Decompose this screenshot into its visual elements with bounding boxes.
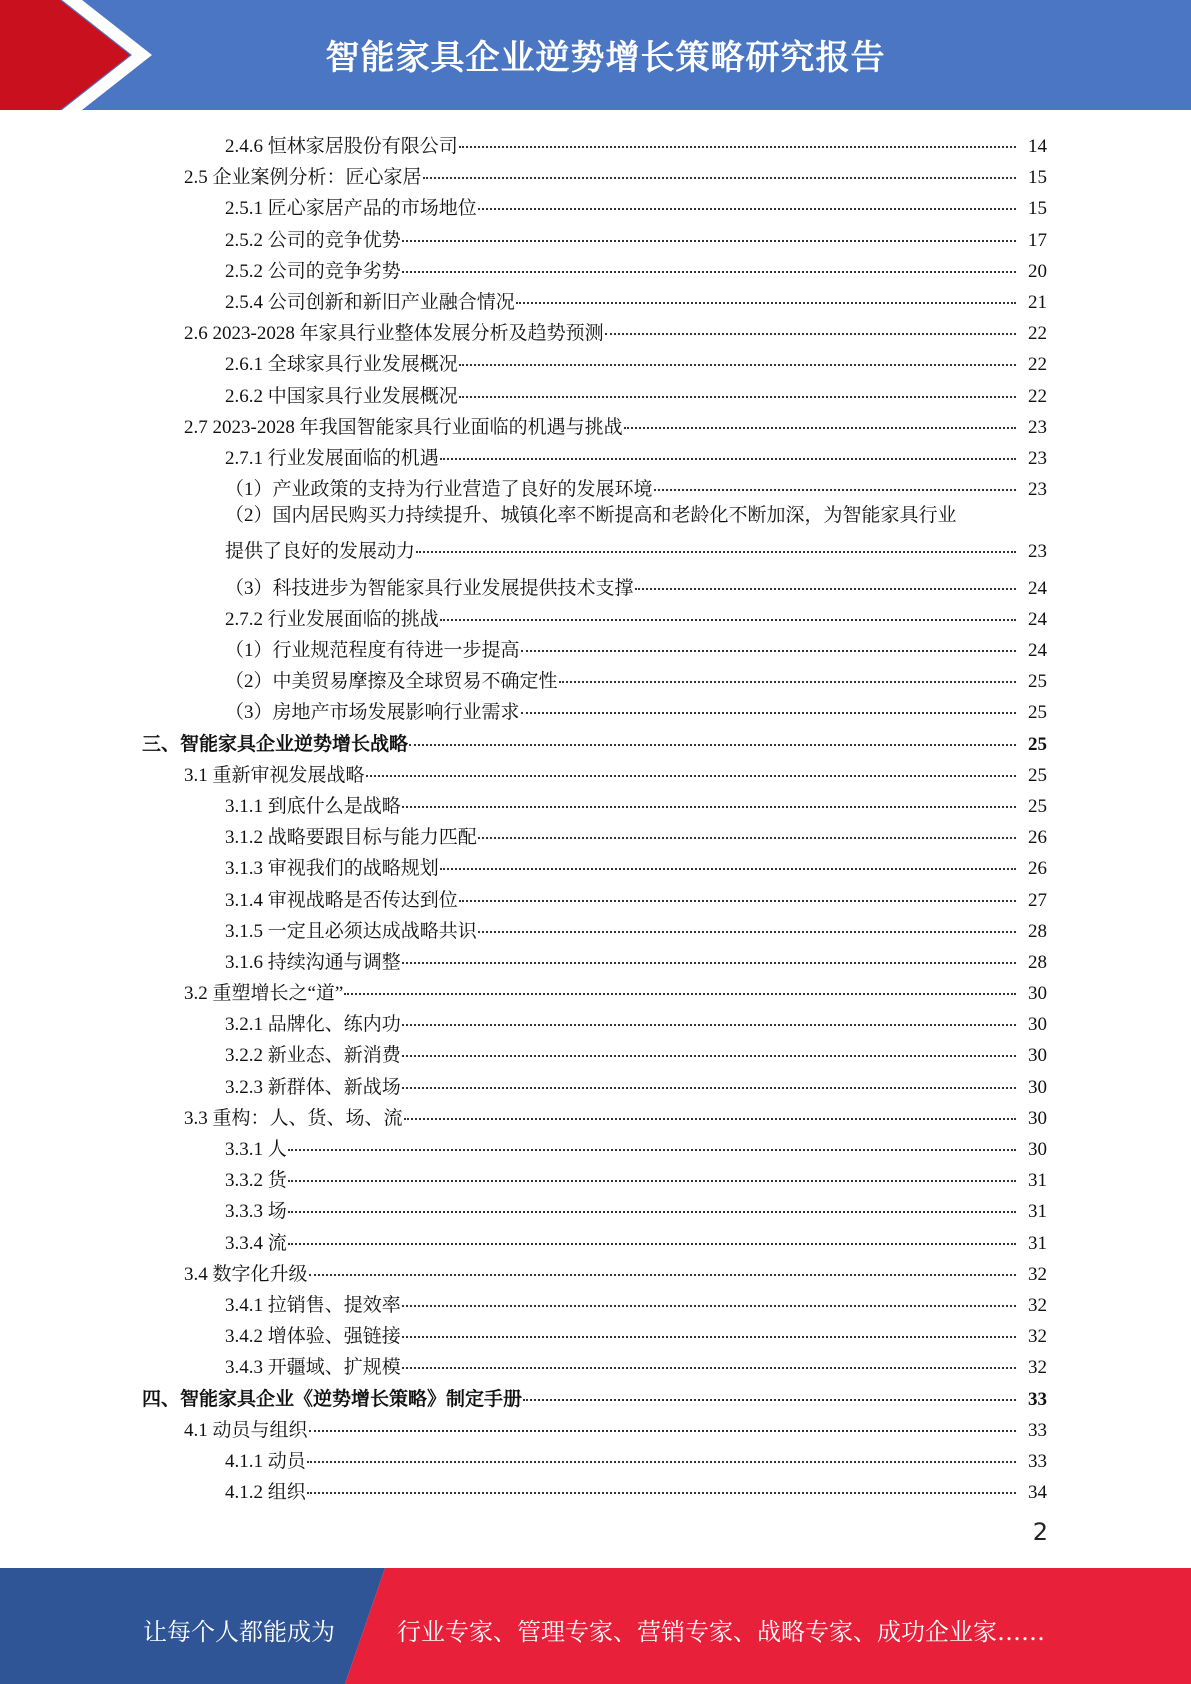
toc-dot-leader [309, 1250, 1016, 1276]
toc-page-number: 31 [1028, 1201, 1047, 1223]
toc-page-number: 28 [1028, 951, 1047, 973]
toc-entry-text: 4.1.1 动员 [225, 1450, 306, 1472]
toc-entry-text: 2.7 2023-2028 年我国智能家具行业面临的机遇与挑战 [184, 416, 623, 438]
toc-dot-leader [344, 969, 1016, 995]
toc-entry-text: 4.1.2 组织 [225, 1482, 306, 1504]
toc-entry-text: 2.5.1 匠心家居产品的市场地位 [225, 198, 477, 220]
toc-page-number: 30 [1028, 1139, 1047, 1161]
toc-entry-text: 2.7.1 行业发展面临的机遇 [225, 447, 439, 469]
toc-dot-leader [416, 527, 1016, 553]
toc-page-number: 25 [1028, 733, 1047, 755]
toc-entry-text: （2）国内居民购买力持续提升、城镇化率不断提高和老龄化不断加深，为智能家具行业 [225, 505, 957, 527]
toc-dot-leader [307, 1437, 1016, 1463]
toc-page-number: 32 [1028, 1357, 1047, 1379]
toc-entry-text: （3）科技进步为智能家具行业发展提供技术支撑 [225, 577, 634, 599]
toc-entry-text: （1）产业政策的支持为行业营造了良好的发展环境 [225, 479, 653, 501]
toc-page-number: 24 [1028, 608, 1047, 630]
toc-dot-leader [288, 1219, 1016, 1245]
toc-page-number: 21 [1028, 291, 1047, 313]
toc-page-number: 22 [1028, 385, 1047, 407]
toc-dot-leader [459, 122, 1016, 148]
toc-dot-leader [402, 1312, 1016, 1338]
toc-dot-leader [459, 876, 1016, 902]
page-footer [0, 1568, 1191, 1684]
toc-dot-leader [366, 751, 1016, 777]
toc-page-number: 33 [1028, 1450, 1047, 1472]
toc-dot-leader [624, 403, 1016, 429]
toc-page-number: 30 [1028, 1014, 1047, 1036]
toc-page-number: 15 [1028, 167, 1047, 189]
report-title: 智能家具企业逆势增长策略研究报告 [325, 38, 886, 78]
toc-entry-text: 2.6.2 中国家具行业发展概况 [225, 385, 458, 407]
toc-page-number: 30 [1028, 983, 1047, 1005]
toc-entry-text: 3.3.1 人 [225, 1139, 287, 1161]
toc-entry-text: 2.7.2 行业发展面临的挑战 [225, 608, 439, 630]
toc-entry-text: 3.4 数字化升级 [184, 1263, 308, 1285]
toc-dot-leader [521, 688, 1016, 714]
toc-dot-leader [559, 657, 1016, 683]
toc-entry-text: 3.1.5 一定且必须达成战略共识 [225, 920, 477, 942]
toc-page-number: 23 [1028, 447, 1047, 469]
toc-dot-leader [288, 1156, 1016, 1182]
toc-dot-leader [516, 278, 1016, 304]
toc-dot-leader [402, 1063, 1016, 1089]
toc-entry-text: （2）中美贸易摩擦及全球贸易不确定性 [225, 671, 558, 693]
toc-dot-leader [478, 184, 1016, 210]
toc-entry-text: 3.2.1 品牌化、练内功 [225, 1014, 401, 1036]
toc-entry-text: 3.4.2 增体验、强链接 [225, 1326, 401, 1348]
toc-entry-text: 3.3.2 货 [225, 1170, 287, 1192]
toc-entry-text: （1）行业规范程度有待进一步提高 [225, 640, 520, 662]
toc-entry-text: 3.1.6 持续沟通与调整 [225, 951, 401, 973]
toc-dot-leader [402, 938, 1016, 964]
toc-dot-leader [309, 1406, 1016, 1432]
toc-page-number: 14 [1028, 136, 1047, 157]
toc-page-number: 17 [1028, 229, 1047, 251]
toc-page-number: 25 [1028, 702, 1047, 724]
toc-page-number: 24 [1028, 640, 1047, 662]
toc-page-number: 22 [1028, 323, 1047, 345]
toc-entry-text: 4.1 动员与组织 [184, 1419, 308, 1441]
toc-entry-text: 四、智能家具企业《逆势增长策略》制定手册 [142, 1388, 523, 1410]
toc-dot-leader [409, 720, 1016, 746]
footer-tagline: 行业专家、管理专家、营销专家、战略专家、成功企业家…… [397, 1618, 1045, 1646]
toc-dot-leader [423, 153, 1016, 179]
toc-entry-text: 2.5.2 公司的竞争优势 [225, 229, 401, 251]
toc-page-number: 24 [1028, 577, 1047, 599]
toc-entry-text: 3.4.3 开疆域、扩规模 [225, 1357, 401, 1379]
toc-entry-text: 2.6 2023-2028 年家具行业整体发展分析及趋势预测 [184, 323, 604, 345]
toc-dot-leader [440, 434, 1016, 460]
toc-entry-text: 3.1 重新审视发展战略 [184, 764, 365, 786]
toc-page-number: 33 [1028, 1388, 1047, 1410]
toc-dot-leader [440, 595, 1016, 621]
toc-entry-text: 3.2 重塑增长之“道” [184, 983, 344, 1005]
toc-dot-leader [402, 247, 1016, 273]
toc-entry-text: 2.5.2 公司的竞争劣势 [225, 260, 401, 282]
toc-dot-leader [402, 782, 1016, 808]
toc-entry-text: 2.6.1 全球家具行业发展概况 [225, 354, 458, 376]
toc-dot-leader [402, 216, 1016, 242]
toc-dot-leader [402, 1000, 1016, 1026]
toc-dot-leader [654, 465, 1016, 491]
toc-page-number: 30 [1028, 1107, 1047, 1129]
toc-dot-leader [521, 626, 1016, 652]
toc-entry-text: （3）房地产市场发展影响行业需求 [225, 702, 520, 724]
toc-page-number: 27 [1028, 889, 1047, 911]
toc-dot-leader [459, 372, 1016, 398]
toc-page-number: 28 [1028, 920, 1047, 942]
toc-page-number: 25 [1028, 671, 1047, 693]
page-number: 2 [1032, 1518, 1048, 1546]
toc-page-number: 23 [1028, 541, 1047, 563]
toc-dot-leader [635, 564, 1016, 590]
toc-entry-text: 3.2.3 新群体、新战场 [225, 1076, 401, 1098]
toc-page-number: 23 [1028, 479, 1047, 501]
toc-page-number: 23 [1028, 416, 1047, 438]
toc-dot-leader [402, 1281, 1016, 1307]
toc-dot-leader [459, 340, 1016, 366]
toc-entry-text: 3.2.2 新业态、新消费 [225, 1045, 401, 1067]
toc-entry[interactable] [0, 1472, 1191, 1503]
toc-entry-text: 3.1.1 到底什么是战略 [225, 795, 401, 817]
toc-entry-text: 3.4.1 拉销售、提效率 [225, 1294, 401, 1316]
toc-page-number: 33 [1028, 1419, 1047, 1441]
toc-page-number: 26 [1028, 858, 1047, 880]
toc-dot-leader [402, 1343, 1016, 1369]
toc-page-number: 26 [1028, 827, 1047, 849]
toc-page-number: 32 [1028, 1294, 1047, 1316]
toc-entry[interactable] [0, 469, 1191, 500]
toc-dot-leader [523, 1375, 1016, 1401]
toc-page-number: 20 [1028, 260, 1047, 282]
table-of-contents [0, 126, 1191, 1503]
toc-entry-text: 三、智能家具企业逆势增长战略 [142, 733, 409, 755]
toc-dot-leader [478, 813, 1016, 839]
toc-entry[interactable] [0, 500, 1191, 567]
toc-page-number: 34 [1028, 1482, 1047, 1504]
toc-page-number: 25 [1028, 795, 1047, 817]
toc-page-number: 32 [1028, 1263, 1047, 1285]
toc-dot-leader [307, 1468, 1016, 1494]
toc-entry-text: 3.1.3 审视我们的战略规划 [225, 858, 439, 880]
toc-dot-leader [605, 309, 1016, 335]
toc-entry-text: 3.3 重构：人、货、场、流 [184, 1107, 403, 1129]
footer-slogan: 让每个人都能成为 [143, 1618, 335, 1646]
toc-entry-text: 2.5 企业案例分析：匠心家居 [184, 167, 422, 189]
toc-entry-text: 3.3.4 流 [225, 1232, 287, 1254]
toc-dot-leader [440, 844, 1016, 870]
toc-entry-text: 2.4.6 恒林家居股份有限公司 [225, 136, 458, 157]
toc-page-number: 30 [1028, 1045, 1047, 1067]
toc-entry-text: 3.1.4 审视战略是否传达到位 [225, 889, 458, 911]
toc-dot-leader [288, 1187, 1016, 1213]
toc-page-number: 22 [1028, 354, 1047, 376]
toc-entry-text-continuation: 提供了良好的发展动力 [225, 541, 416, 563]
toc-page-number: 32 [1028, 1326, 1047, 1348]
toc-entry-text: 2.5.4 公司创新和新旧产业融合情况 [225, 291, 515, 313]
toc-page-number: 31 [1028, 1170, 1047, 1192]
toc-dot-leader [404, 1094, 1016, 1120]
toc-entry-text: 3.1.2 战略要跟目标与能力匹配 [225, 827, 477, 849]
toc-page-number: 30 [1028, 1076, 1047, 1098]
page-header [0, 0, 1191, 110]
toc-dot-leader [478, 907, 1016, 933]
toc-entry-text: 3.3.3 场 [225, 1201, 287, 1223]
toc-dot-leader [288, 1125, 1016, 1151]
toc-page-number: 15 [1028, 198, 1047, 220]
toc-dot-leader [402, 1031, 1016, 1057]
toc-page-number: 31 [1028, 1232, 1047, 1254]
toc-page-number: 25 [1028, 764, 1047, 786]
